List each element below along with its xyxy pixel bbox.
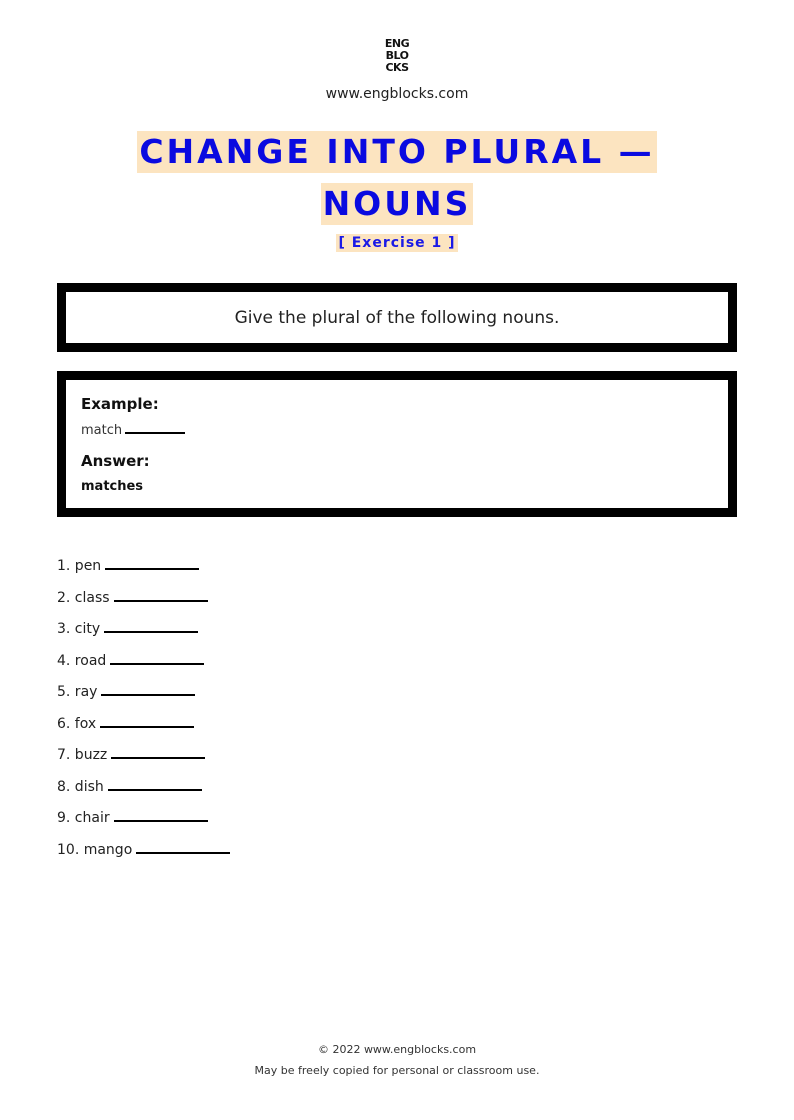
exercise-list (57, 555, 230, 870)
answer-blank[interactable] (105, 556, 199, 570)
instruction-text: Give the plural of the following nouns. (234, 307, 560, 328)
exercise-item (57, 681, 230, 713)
example-label: Example: (81, 395, 159, 413)
exercise-item (57, 744, 230, 776)
logo-line: CKS (385, 61, 409, 74)
item-word: 7. buzz (57, 747, 108, 763)
exercise-item (57, 555, 230, 587)
answer-blank[interactable] (136, 840, 230, 854)
item-word: 5. ray (57, 684, 98, 700)
answer-blank[interactable] (110, 651, 204, 665)
logo-line: BLO (385, 49, 409, 62)
title-line-1: CHANGE INTO PLURAL — (139, 132, 655, 171)
exercise-subtitle: [ Exercise 1 ] (338, 235, 456, 251)
item-word: 9. chair (57, 810, 110, 826)
engblocks-logo (0, 38, 794, 74)
example-word-row (81, 421, 728, 439)
instruction-box (57, 283, 737, 352)
exercise-item (57, 587, 230, 619)
item-word: 6. fox (57, 715, 97, 732)
answer-blank[interactable] (101, 682, 195, 696)
answer-label: Answer: (81, 452, 150, 470)
exercise-item (57, 650, 230, 682)
answer-blank[interactable] (108, 777, 202, 791)
item-word: 4. road (57, 652, 107, 669)
item-word: 3. city (57, 621, 101, 637)
exercise-item (57, 713, 230, 745)
answer-blank[interactable] (111, 745, 205, 759)
example-box (57, 371, 737, 517)
logo-line: ENG (384, 37, 410, 50)
example-word: match (81, 423, 123, 438)
exercise-item (57, 618, 230, 650)
worksheet-title (0, 131, 794, 225)
answer-blank[interactable] (104, 619, 198, 633)
title-line-2: NOUNS (322, 184, 472, 223)
item-word: 10. mango (57, 841, 133, 858)
answer-value: matches (81, 479, 144, 494)
item-word: 1. pen (57, 558, 102, 574)
item-word: 2. class (57, 589, 110, 606)
footer-copyright: © 2022 www.engblocks.com (317, 1043, 477, 1056)
answer-blank[interactable] (100, 714, 194, 728)
answer-blank[interactable] (114, 808, 208, 822)
exercise-item (57, 839, 230, 871)
exercise-item (57, 776, 230, 808)
footer-license: May be freely copied for personal or classroom use. (254, 1064, 540, 1077)
answer-blank[interactable] (114, 588, 208, 602)
item-word: 8. dish (57, 778, 104, 795)
site-url: www.engblocks.com (325, 86, 469, 102)
subtitle-wrapper (0, 232, 794, 252)
exercise-item (57, 807, 230, 839)
example-blank-line (125, 421, 185, 434)
